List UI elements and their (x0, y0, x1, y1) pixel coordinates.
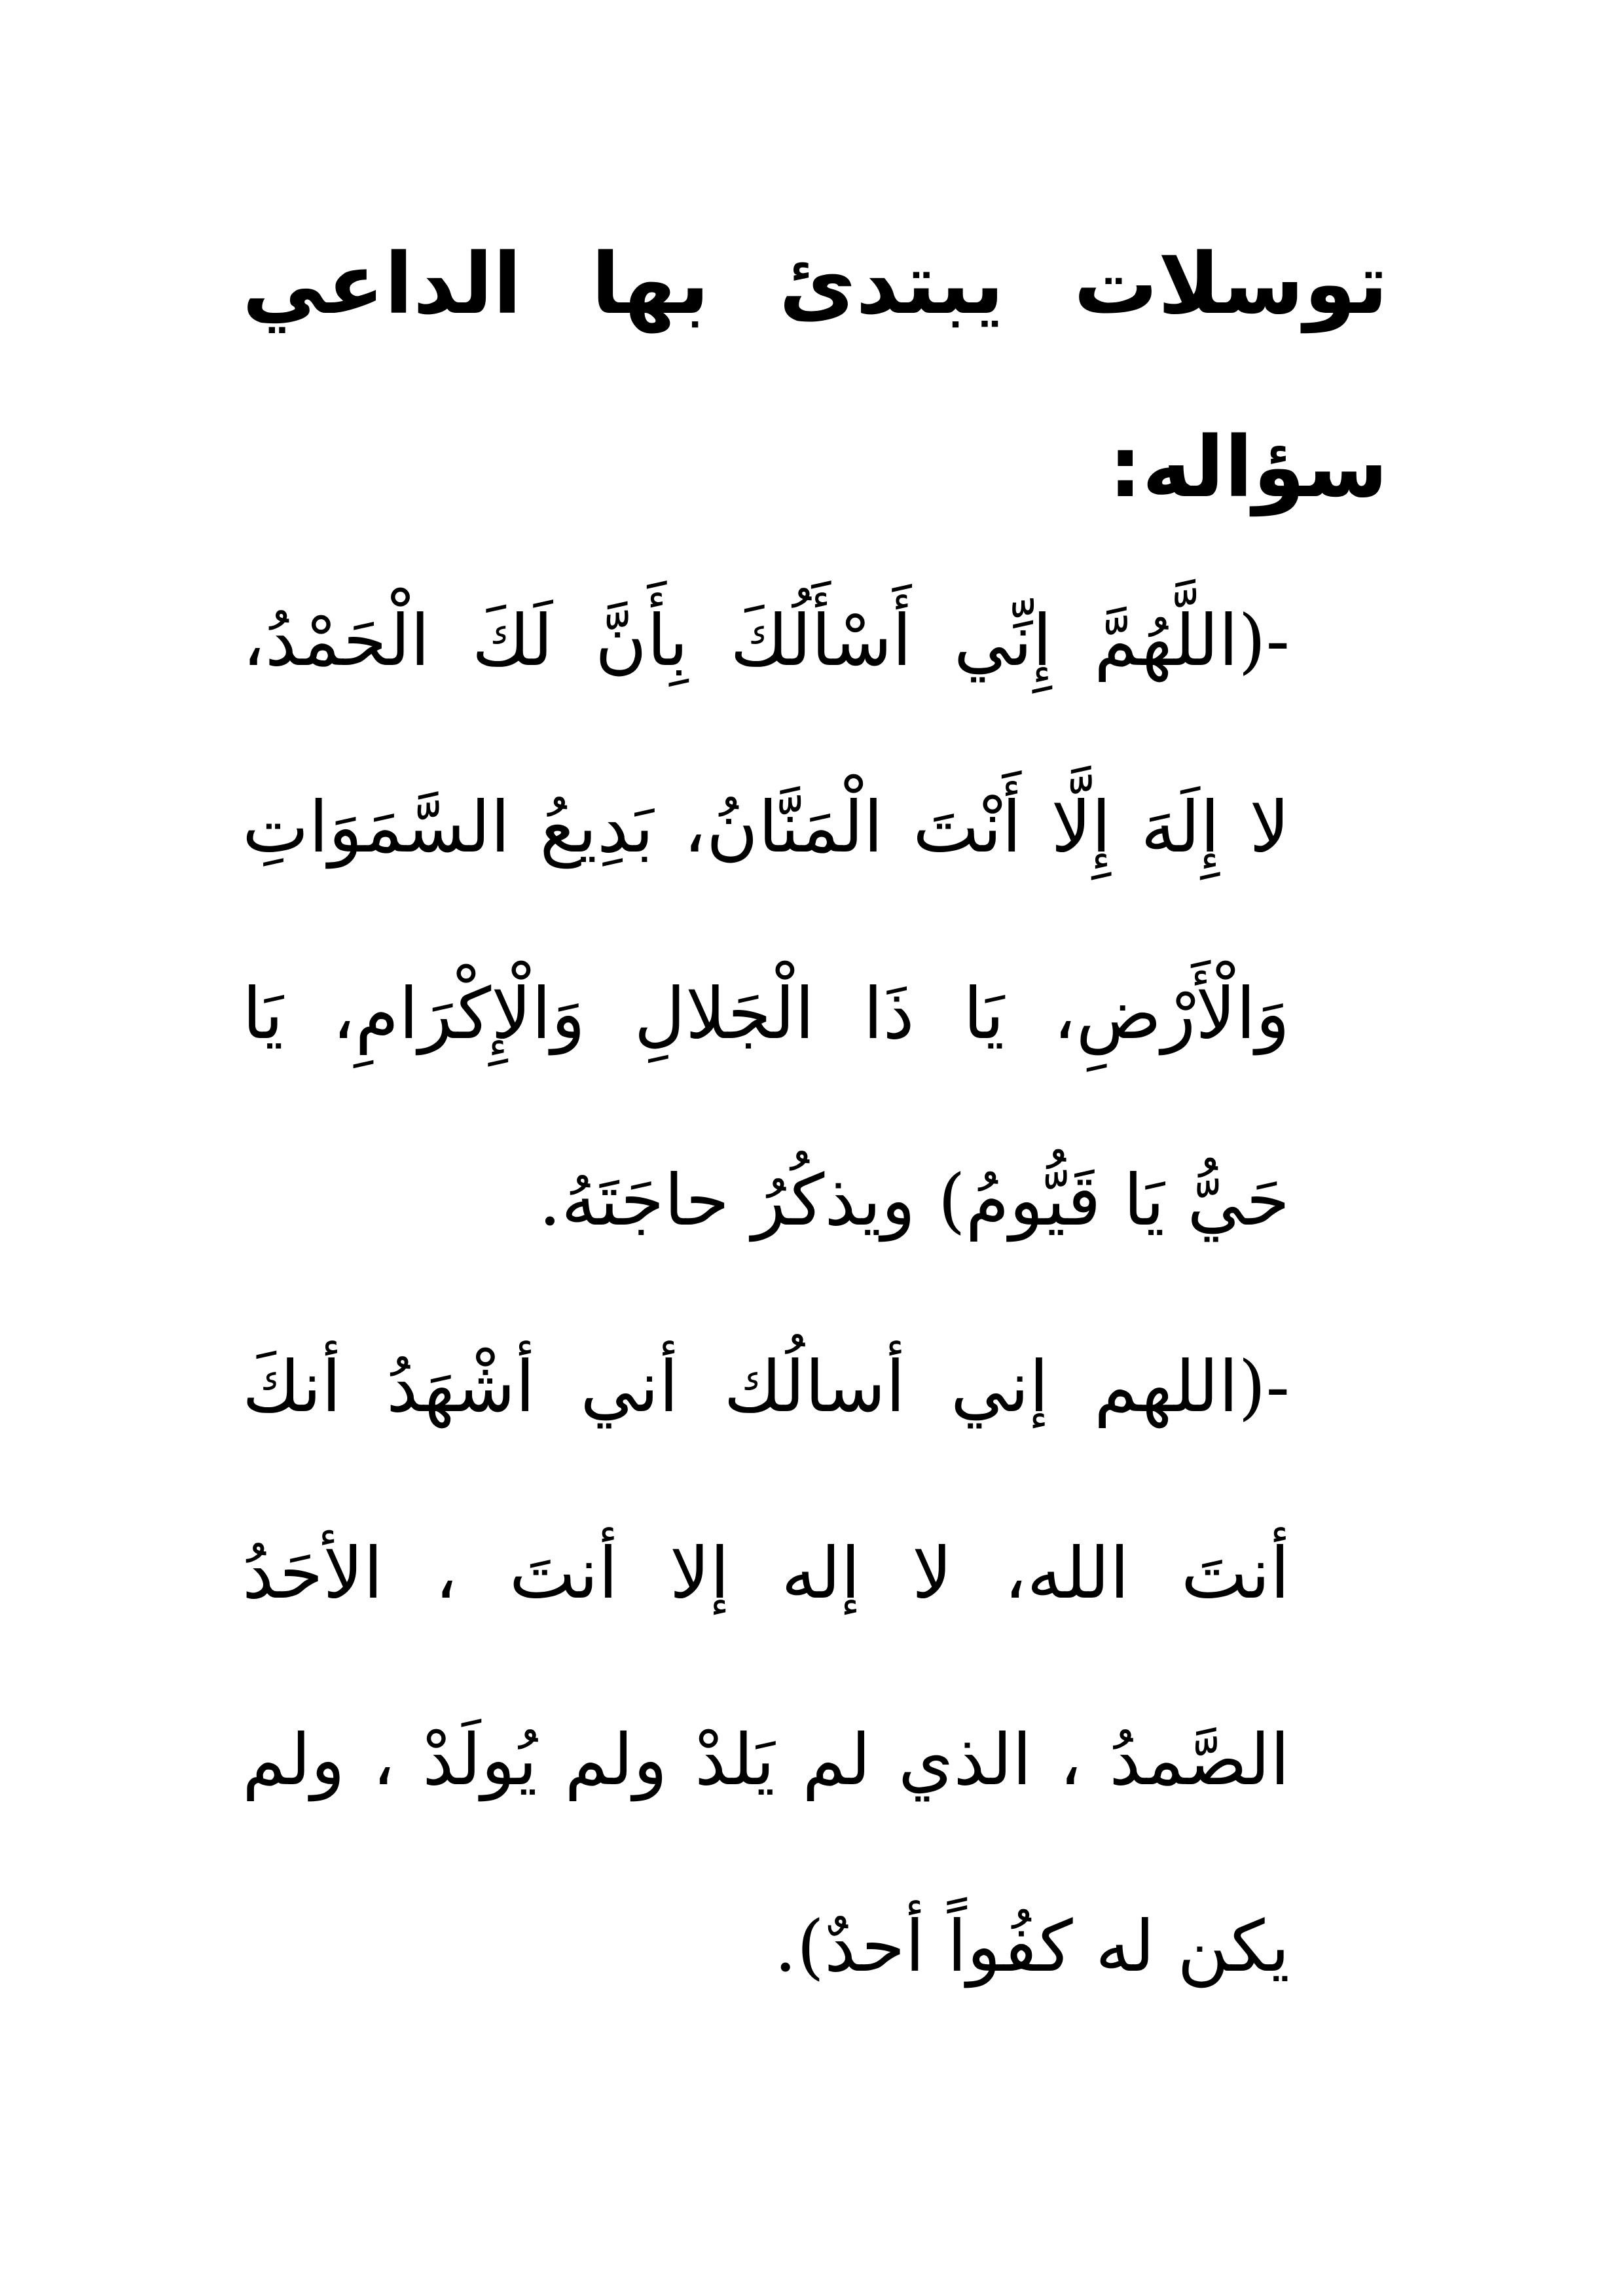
paragraph-2-line-1: -(اللهم إني أسالُك أني أشْهَدُ أنكَ (242, 1346, 1290, 1428)
paragraph-2-line-2: أنتَ الله، لا إله إلا أنتَ ، الأحَدُ (242, 1533, 1290, 1615)
paragraph-1-line-2: لا إِلَهَ إِلَّا أَنْتَ الْمَنَّانُ، بَدِيعُ السَّمَوَاتِ (242, 787, 1290, 869)
section-heading-line-1: توسلات يبتدئ بها الداعي (242, 236, 1388, 333)
paragraph-1-line-3: وَالْأَرْضِ، يَا ذَا الْجَلالِ وَالْإِكْرَامِ، يَا (242, 973, 1290, 1055)
section-heading-line-2: سؤاله: (1108, 419, 1388, 516)
paragraph-2-line-4: يكن له كفُواً أحدٌ). (774, 1906, 1290, 1988)
paragraph-1-line-1: -(اللَّهُمَّ إِنِّي أَسْأَلُكَ بِأَنَّ لَكَ الْحَمْدُ، (242, 600, 1290, 682)
paragraph-1-line-4: حَيُّ يَا قَيُّومُ) ويذكُرُ حاجَتَهُ. (538, 1160, 1290, 1242)
paragraph-2-line-3: الصَّمدُ ، الذي لم يَلدْ ولم يُولَدْ ، ولم (242, 1719, 1290, 1801)
